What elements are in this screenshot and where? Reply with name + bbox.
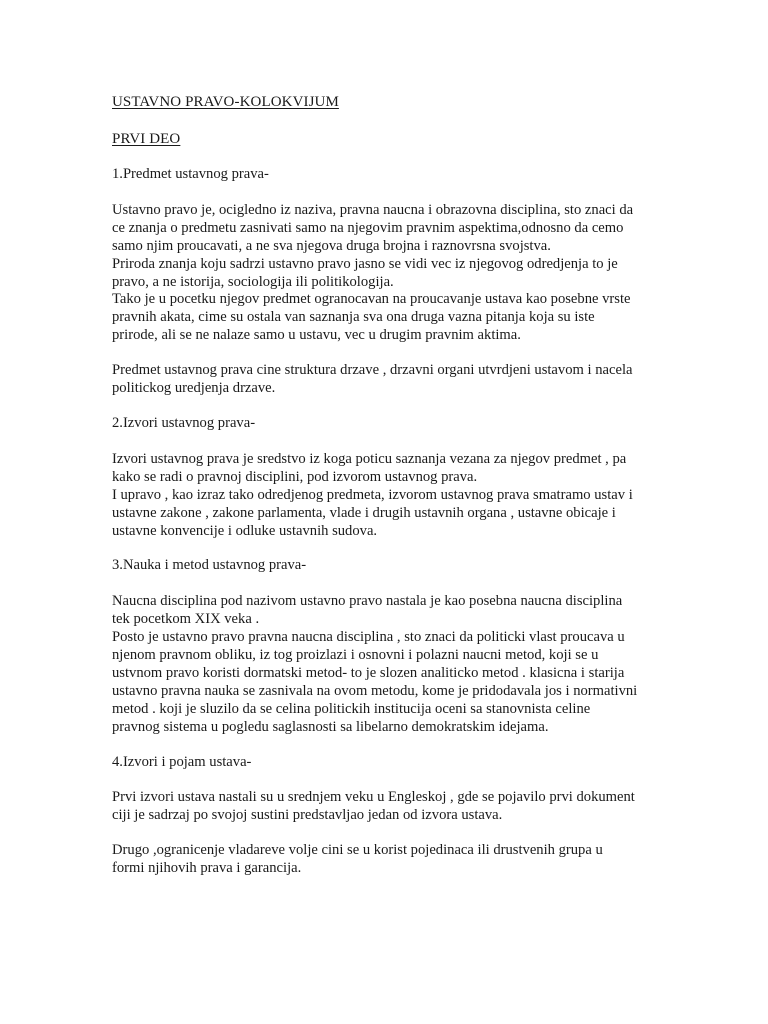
text-line: Izvori ustavnog prava je sredstvo iz koga poticu saznanja vezana za njegov predmet , pa — [112, 450, 627, 467]
paragraph — [112, 593, 668, 736]
text-line: njenom pravnom obliku, iz tog proizlazi i osnovni i polazni naucni metod, koji se u — [112, 647, 599, 664]
text-line: prirode, ali se ne nalaze samo u ustavu, vec u drugim pravnim aktima. — [112, 327, 521, 344]
text-line: Prvi izvori ustava nastali su u srednjem veku u Engleskoj , gde se pojavilo prvi dokument — [112, 789, 635, 806]
text-line: politickog uredjenja drzave. — [112, 380, 276, 397]
text-line: ustavne konvencije i odluke ustavnih sudova. — [112, 522, 378, 539]
section-izvori-pojam-ustava — [112, 754, 668, 879]
paragraph — [112, 789, 668, 825]
paragraph — [112, 451, 668, 541]
section-nauka-metod — [112, 557, 668, 736]
text-line: pravo, a ne istorija, sociologija ili politikologija. — [112, 273, 394, 290]
section-predmet — [112, 166, 668, 398]
text-line: formi njihovih prava i garancija. — [112, 860, 302, 877]
paragraph — [112, 362, 668, 398]
text-line: tek pocetkom XIX veka . — [112, 611, 260, 628]
section-title: 3.Nauka i metod ustavnog prava- — [112, 557, 307, 574]
text-line: pravnih akata, cime su ostala van saznanja sva ona druga vazna pitanja koja su iste — [112, 309, 595, 326]
text-line: ce znanja o predmetu zasnivati samo na njegovim pravnim aspektima,odnosno da cemo — [112, 219, 624, 236]
text-line: Naucna disciplina pod nazivom ustavno pravo nastala je kao posebna naucna disciplina — [112, 593, 623, 610]
text-line: samo njim proucavati, a ne sva njegova druga brojna i raznovrsna svojstva. — [112, 237, 551, 254]
text-line: Priroda znanja koju sadrzi ustavno pravo jasno se vidi vec iz njegovog odredjenja to je — [112, 255, 618, 272]
document-body — [112, 166, 668, 895]
text-line: I upravo , kao izraz tako odredjenog predmeta, izvorom ustavnog prava smatramo ustav i — [112, 486, 633, 503]
section-title: 2.Izvori ustavnog prava- — [112, 414, 256, 431]
text-line: kako se radi o pravnoj disciplini, pod izvorom ustavnog prava. — [112, 468, 478, 485]
text-line: Ustavno pravo je, ocigledno iz naziva, pravna naucna i obrazovna disciplina, sto znaci da — [112, 201, 634, 218]
text-line: Posto je ustavno pravo pravna naucna disciplina , sto znaci da politicki vlast proucava u — [112, 629, 625, 646]
text-line: Tako je u pocetku njegov predmet ogranocavan na proucavanje ustava kao posebne vrste — [112, 291, 631, 308]
paragraph — [112, 842, 668, 878]
text-line: ciji je sadrzaj po svojoj sustini predstavljao jedan od izvora ustava. — [112, 807, 503, 824]
section-title: 4.Izvori i pojam ustava- — [112, 753, 252, 770]
document-title: USTAVNO PRAVO-KOLOKVIJUM — [112, 94, 339, 110]
text-line: ustavno pravna nauka se zasnivala na ovom metodu, kome je pridodavala jos i normativni — [112, 682, 638, 699]
text-line: metod . koji je sluzilo da se celina politickih institucija oceni sa stanovnista celine — [112, 700, 591, 717]
section-title: 1.Predmet ustavnog prava- — [112, 166, 269, 182]
text-line: ustvnom pravo koristi dormatski metod- to je slozen analiticko metod . klasicna i starija — [112, 664, 625, 681]
text-line: pravnog sistema u pogledu saglasnosti sa libelarno demokratskim idejama. — [112, 718, 549, 735]
text-line: ustavne zakone , zakone parlamenta, vlade i drugih ustavnih organa , ustavne obicaje i — [112, 504, 616, 521]
section-izvori-prava — [112, 415, 668, 540]
text-line: Predmet ustavnog prava cine struktura drzave , drzavni organi utvrdjeni ustavom i nacela — [112, 362, 633, 379]
paragraph — [112, 202, 668, 345]
text-line: Drugo ,ogranicenje vladareve volje cini se u korist pojedinaca ili drustvenih grupa u — [112, 842, 603, 859]
part-heading: PRVI DEO — [112, 131, 181, 147]
